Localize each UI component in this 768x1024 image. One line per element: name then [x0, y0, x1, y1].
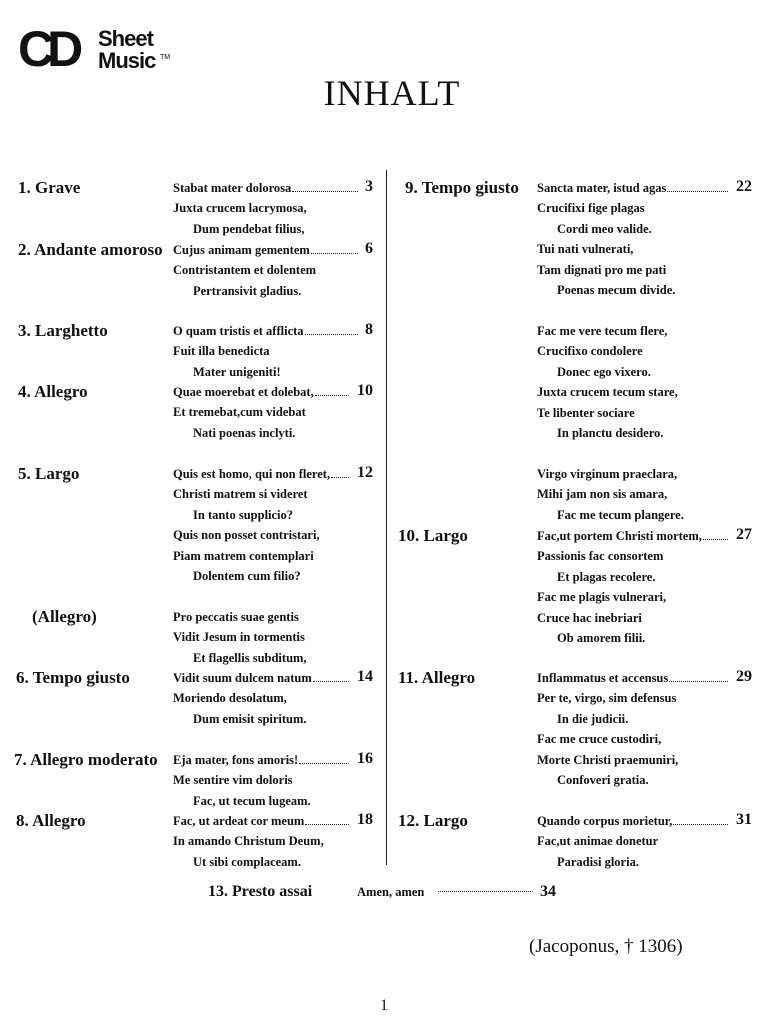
column-divider: [386, 170, 387, 865]
lyric-line: Nati poenas inclyti.: [193, 425, 296, 440]
movement-m4-tempo: 4. Allegro: [18, 382, 88, 401]
lyric-line: Quando corpus morietur,: [537, 813, 730, 829]
cd-sheet-music-logo: [18, 21, 171, 78]
lyric-line: Fac,ut animae donetur: [537, 834, 659, 849]
lyric-line: Juxta crucem lacrymosa,: [173, 201, 307, 216]
logo-sheet: Sheet: [98, 26, 153, 51]
movement-m12-page: 31: [736, 811, 752, 828]
movement-m11-page: 29: [736, 668, 752, 685]
page-title: INHALT: [323, 73, 461, 114]
movement-m6-page: 14: [357, 668, 373, 685]
lyric-line: Tam dignati pro me pati: [537, 262, 667, 277]
lyric-line: Et tremebat,cum videbat: [173, 405, 306, 420]
lyric-line: Fac me vere tecum flere,: [537, 324, 668, 338]
lyric-line: Cujus animam gementem: [173, 242, 360, 258]
lyric-line: Cruce hac inebriari: [537, 610, 642, 625]
movement-13-page: 34: [540, 883, 556, 900]
lyric-line: Contristantem et dolentem: [173, 263, 317, 278]
movement-m7-page: 16: [357, 750, 373, 767]
dot-leader: [311, 243, 358, 254]
dot-leader: [315, 385, 349, 396]
lyric-line: Quis est homo, qui non fleret,: [173, 466, 351, 482]
lyric-line: Mater unigeniti!: [193, 364, 281, 379]
lyric-line: Virgo virginum praeclara,: [537, 467, 678, 481]
lyric-line: Mihi jam non sis amara,: [537, 487, 668, 502]
movement-13-tempo: 13. Presto assai: [208, 883, 313, 900]
lyric-line: Dum emisit spiritum.: [193, 711, 307, 726]
lyric-line: O quam tristis et afflicta: [173, 323, 360, 339]
movement-m9-tempo: 9. Tempo giusto: [405, 178, 519, 197]
lyric-line: Fac, ut tecum lugeam.: [193, 793, 311, 808]
lyric-line: Per te, virgo, sim defensus: [537, 691, 677, 706]
lyric-line: Pro peccatis suae gentis: [173, 610, 299, 624]
movement-m5b-tempo: (Allegro): [32, 607, 97, 626]
author-attribution: (Jacoponus, † 1306): [529, 936, 683, 957]
lyric-line: Fac me tecum plangere.: [557, 507, 684, 522]
movement-m5-tempo: 5. Largo: [18, 464, 80, 483]
logo-cd: CD: [18, 21, 77, 77]
movement-m5-page: 12: [357, 464, 373, 481]
movement-m6-tempo: 6. Tempo giusto: [16, 668, 130, 687]
lyric-line: In amando Christum Deum,: [173, 834, 324, 849]
lyric-line: Vidit suum dulcem natum: [173, 670, 351, 686]
movement-m8-tempo: 8. Allegro: [16, 811, 86, 830]
lyric-line: Crucifixi fige plagas: [537, 201, 645, 216]
movement-m9-page: 22: [736, 178, 752, 195]
lyric-line: Donec ego vixero.: [557, 364, 651, 379]
lyric-line: Eja mater, fons amoris!: [173, 752, 351, 768]
lyric-line: Fac, ut ardeat cor meum: [173, 813, 351, 829]
lyric-line: Tui nati vulnerati,: [537, 242, 634, 257]
dot-leader: [299, 753, 349, 764]
dot-leader: [305, 324, 358, 335]
lyric-line: Crucifixo condolere: [537, 344, 643, 359]
dot-leader: [703, 529, 728, 540]
movement-m1-page: 3: [365, 178, 373, 195]
lyric-line: Te libenter sociare: [537, 405, 635, 420]
dot-leader: [313, 671, 349, 682]
dot-leader: [667, 181, 728, 192]
lyric-line: Christi matrem si videret: [173, 487, 308, 502]
lyric-line: Me sentire vim doloris: [173, 773, 293, 788]
lyric-line: Vidit Jesum in tormentis: [173, 630, 305, 645]
movement-m12-tempo: 12. Largo: [398, 811, 468, 830]
lyric-line: Cordi meo valide.: [557, 221, 652, 236]
dot-leader: [673, 814, 728, 825]
movement-m7-tempo: 7. Allegro moderato: [14, 750, 158, 769]
movement-m11-tempo: 11. Allegro: [398, 668, 476, 687]
lyric-line: Quis non posset contristari,: [173, 528, 320, 543]
lyric-line: Inflammatus et accensus: [537, 670, 730, 686]
page-number: 1: [380, 997, 388, 1014]
lyric-line: Et plagas recolere.: [557, 569, 656, 584]
lyric-line: Stabat mater dolorosa: [173, 180, 360, 196]
dot-leader: [292, 181, 357, 192]
movement-13-text: Amen, amen: [357, 885, 425, 899]
movement-m3-page: 8: [365, 321, 373, 338]
lyric-line: Juxta crucem tecum stare,: [537, 385, 678, 400]
lyric-line: Sancta mater, istud agas: [537, 180, 730, 196]
movement-m10-tempo: 10. Largo: [398, 526, 468, 545]
movement-m2-page: 6: [365, 240, 373, 257]
lyric-line: Quae moerebat et dolebat,: [173, 384, 351, 400]
lyric-line: In die judicii.: [557, 711, 629, 726]
movement-m10-page: 27: [736, 526, 752, 543]
logo-trademark: TM: [160, 54, 171, 61]
lyric-line: Morte Christi praemuniri,: [537, 752, 679, 767]
lyric-line: Confoveri gratia.: [557, 773, 649, 787]
lyric-line: Pertransivit gladius.: [193, 283, 302, 298]
lyric-line: Fac me cruce custodiri,: [537, 732, 662, 747]
lyric-line: Poenas mecum divide.: [557, 283, 676, 297]
lyric-line: Moriendo desolatum,: [173, 691, 287, 706]
movement-13-leader: [438, 891, 533, 892]
dot-leader: [331, 467, 349, 478]
lyric-line: Dolentem cum filio?: [193, 569, 301, 583]
logo-music: Music: [98, 48, 156, 73]
lyric-line: Fac me plagis vulnerari,: [537, 590, 667, 605]
lyric-line: In tanto supplicio?: [193, 507, 294, 522]
movement-m4-page: 10: [357, 382, 373, 399]
lyric-line: In planctu desidero.: [557, 426, 664, 440]
lyric-line: Ob amorem filii.: [557, 631, 646, 645]
lyric-line: Ut sibi complaceam.: [193, 854, 301, 869]
movement-m1-tempo: 1. Grave: [18, 178, 81, 197]
lyric-line: Et flagellis subditum,: [193, 650, 307, 665]
lyric-line: Fac,ut portem Christi mortem,: [537, 528, 730, 544]
dot-leader: [669, 671, 728, 682]
movement-m2-tempo: 2. Andante amoroso: [18, 240, 163, 259]
movement-m3-tempo: 3. Larghetto: [18, 321, 108, 340]
lyric-line: Dum pendebat filius,: [193, 221, 305, 236]
lyric-line: Passionis fac consortem: [537, 549, 664, 564]
movement-m8-page: 18: [357, 811, 373, 828]
lyric-line: Piam matrem contemplari: [173, 548, 314, 563]
lyric-line: Fuit illa benedicta: [173, 344, 270, 359]
dot-leader: [305, 814, 348, 825]
lyric-line: Paradisi gloria.: [557, 854, 639, 869]
